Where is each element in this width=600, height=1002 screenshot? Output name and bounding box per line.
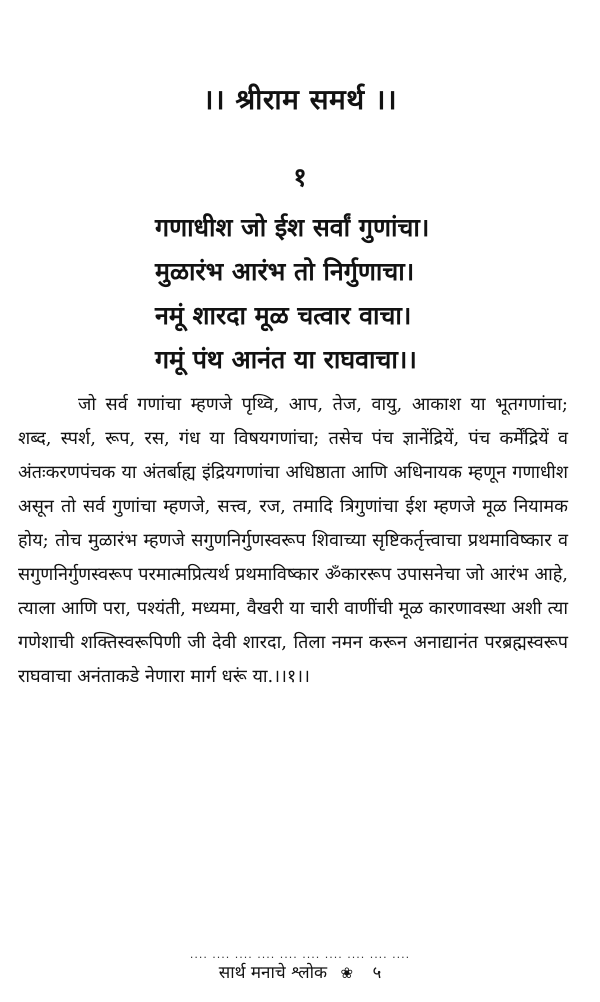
- flower-ornament-icon: ❀: [340, 964, 354, 982]
- verse-block: [155, 206, 575, 382]
- commentary-paragraph: जो सर्व गणांचा म्हणजे पृथ्वि, आप, तेज, वायु, आकाश या भूतगणांचा; शब्द, स्पर्श, रूप, रस, गंध या विषयगणांचा; तसेच पंच ज्ञानेंद्रियें, पंच कर्मेंद्रियें व अंतःकरणपंचक या अंतर्बाह्य इंद्रियगणांचा अधिष्ठाता आणि अधिनायक म्हणून गणाधीश असून तो सर्व गुणांचा म्हणजे, सत्त्व, रज, तमादि त्रिगुणांचा ईश म्हणजे मूळ नियामक होय; तोच मुळारंभ म्हणजे सगुणनिर्गुणस्वरूप शिवाच्या सृष्टिकर्तृत्त्वाचा प्रथमाविष्कार व सगुणनिर्गुणस्वरूप परमात्मप्रित्यर्थ प्रथमाविष्कार ॐकाररूप उपासनेचा जो आरंभ आहे, त्याला आणि परा, पश्यंती, मध्यमा, वैखरी या चारी वाणींची मूळ कारणावस्था अशी त्या गणेशाची शक्तिस्वरूपिणी जी देवी शारदा, तिला नमन करून अनाद्यानंत परब्रह्मस्वरूप राघवाचा अनंताकडे नेणारा मार्ग धरूं या.।।१।।: [18, 394, 568, 687]
- verse-number: १: [293, 163, 307, 193]
- verse-line: गमूं पंथ आनंत या राघवाचा।।: [155, 345, 417, 374]
- page-footer: [0, 960, 600, 983]
- verse-line: नमूं शारदा मूळ चत्वार वाचा।: [155, 301, 412, 330]
- footer-dotted-rule: .... .... .... .... .... .... .... .... .... ....: [189, 948, 411, 961]
- page-number: ५: [372, 963, 382, 983]
- page-heading: ।। श्रीराम समर्थ ।।: [202, 83, 398, 116]
- verse-line: मुळारंभ आरंभ तो निर्गुणाचा।: [155, 257, 415, 286]
- book-title: सार्थ मनाचे श्लोक: [218, 963, 328, 983]
- verse-line: गणाधीश जो ईश सर्वां गुणांचा।: [155, 213, 430, 242]
